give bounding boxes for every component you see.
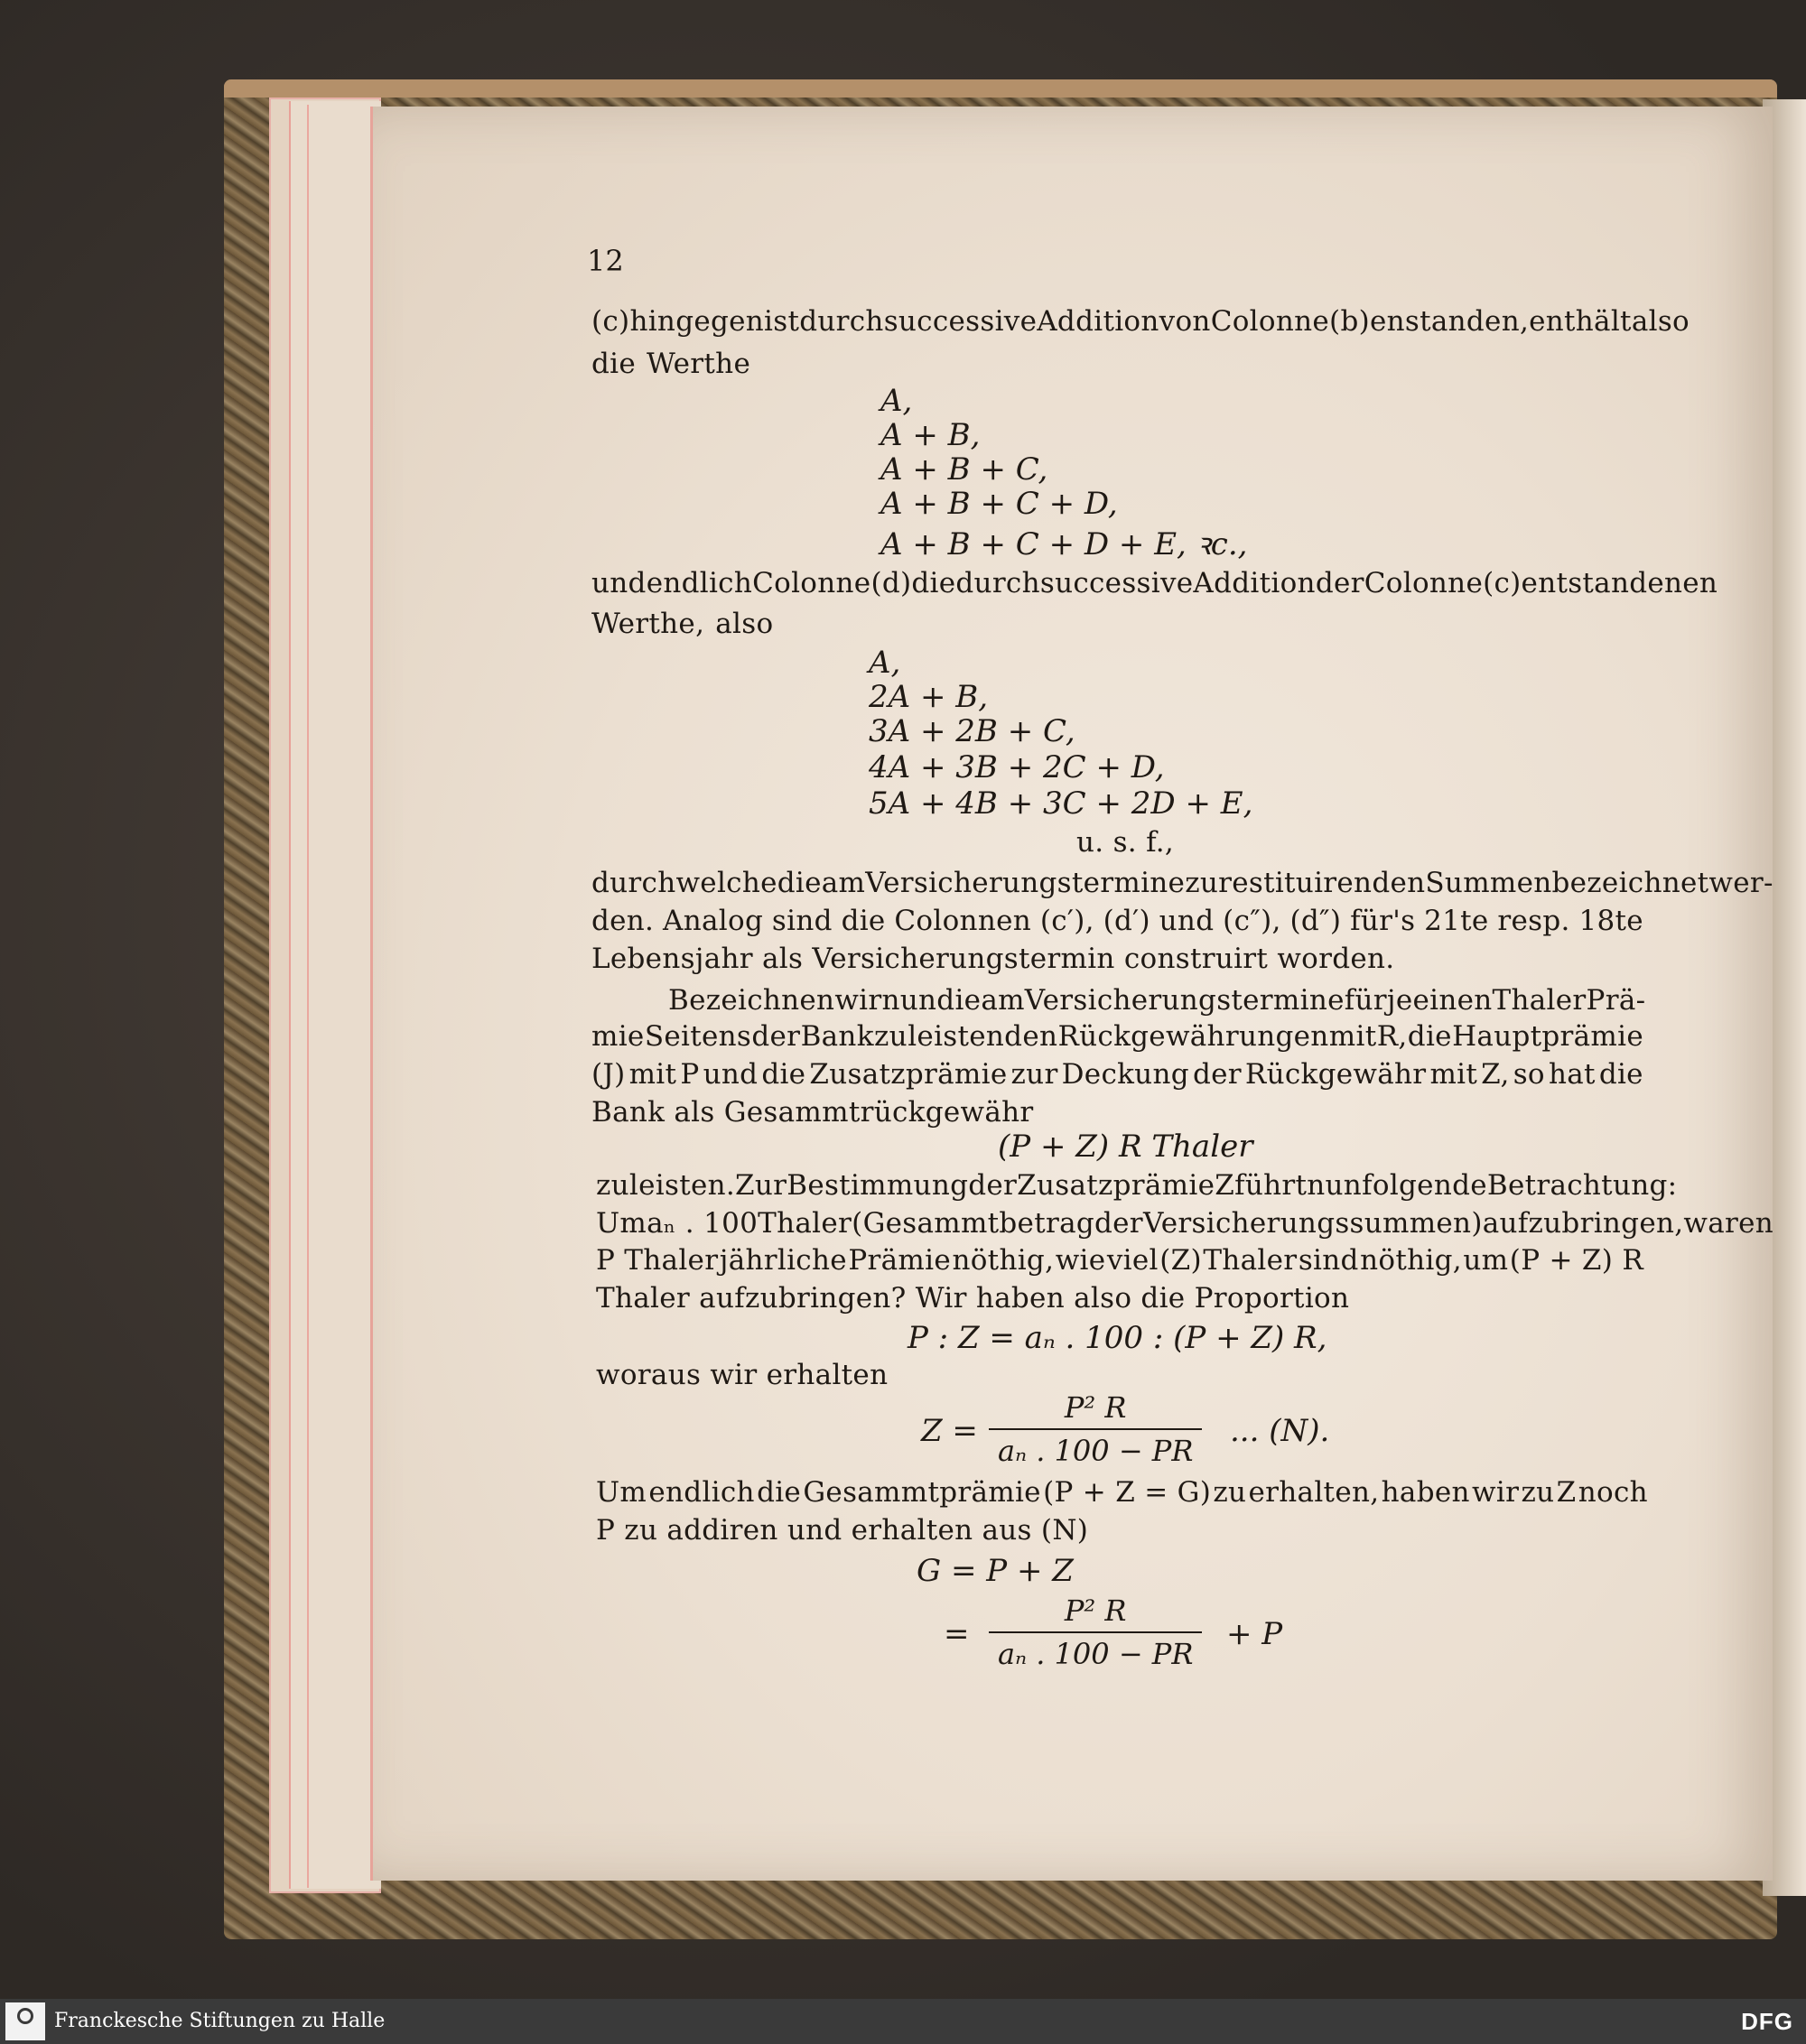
word: die xyxy=(936,984,982,1017)
word: Colonnen xyxy=(894,905,1031,937)
word: einen xyxy=(1412,984,1493,1017)
word: die xyxy=(777,867,822,899)
word: mit xyxy=(628,1058,677,1091)
formula-line: A + B, xyxy=(880,417,981,453)
word: die xyxy=(591,348,637,380)
word: die xyxy=(1407,1020,1452,1053)
text-line xyxy=(591,1058,1643,1091)
word: Z xyxy=(1556,1476,1577,1509)
word: (d) xyxy=(870,567,912,599)
word: der xyxy=(1094,1207,1143,1240)
word: der xyxy=(751,1020,801,1053)
word: haben xyxy=(1381,1476,1470,1509)
formula-line: A + B + C + D + E, ꝛc., xyxy=(880,526,1248,562)
word: Rückgewähr xyxy=(1244,1058,1427,1091)
text-line xyxy=(591,305,1690,338)
word: enthält xyxy=(1529,305,1632,338)
formula-line: A, xyxy=(880,383,913,419)
text-line xyxy=(596,1476,1648,1509)
word: 18te xyxy=(1578,905,1643,937)
word: Werthe, xyxy=(591,608,705,640)
page-number: 12 xyxy=(587,244,624,278)
word: Addition xyxy=(1037,305,1159,338)
formula-line: A + B + C + D, xyxy=(880,486,1118,522)
word: sind xyxy=(1298,1244,1359,1277)
text-line xyxy=(591,943,1394,975)
word: für xyxy=(1344,984,1387,1017)
text-line xyxy=(596,1169,1678,1202)
word: Bestimmung xyxy=(787,1169,969,1202)
word: aufzubringen, xyxy=(1482,1207,1684,1240)
word: P Thaler xyxy=(596,1244,719,1277)
word: von xyxy=(1159,305,1211,338)
word: waren xyxy=(1683,1207,1774,1240)
word: die xyxy=(911,567,956,599)
word: (Z) xyxy=(1159,1244,1202,1277)
word: Bank xyxy=(800,1020,874,1053)
word: (b) xyxy=(1329,305,1370,338)
text-line xyxy=(591,867,1773,899)
word: zur xyxy=(1010,1058,1058,1091)
word: durch xyxy=(799,305,884,338)
text-line xyxy=(596,1282,1349,1315)
word: Werthe xyxy=(647,348,751,380)
word: zu xyxy=(1213,1476,1247,1509)
dfg-logo[interactable]: DFG xyxy=(1741,2008,1793,2035)
word: der xyxy=(1192,1058,1242,1091)
word: (c) xyxy=(591,305,630,338)
word: der xyxy=(1315,567,1364,599)
word: Addition xyxy=(1193,567,1316,599)
word: Hauptprämie xyxy=(1452,1020,1643,1053)
word: enstanden, xyxy=(1369,305,1530,338)
word: die xyxy=(1598,1058,1643,1091)
formula-line: 3A + 2B + C, xyxy=(869,713,1075,749)
text-line xyxy=(591,1096,1034,1129)
word: folgende xyxy=(1362,1169,1487,1202)
word: endlich xyxy=(646,567,753,599)
word: Seitens xyxy=(644,1020,752,1053)
word: welche xyxy=(675,867,777,899)
word: um xyxy=(1463,1244,1509,1277)
word: bezeichnet xyxy=(1551,867,1709,899)
word: Z, xyxy=(1481,1058,1510,1091)
word: Prämie xyxy=(848,1244,951,1277)
text-line xyxy=(596,1244,1643,1277)
viewer-footer xyxy=(0,1999,1806,2044)
fraction-numerator: P² R xyxy=(1064,1390,1127,1425)
text-line xyxy=(596,1207,1774,1240)
formula-g2-lhs: = xyxy=(944,1616,970,1652)
word: mit xyxy=(1429,1058,1478,1091)
word: Betrachtung: xyxy=(1486,1169,1678,1202)
formula-z-lhs: Z = xyxy=(921,1413,978,1449)
logo-mark-icon xyxy=(17,2008,33,2024)
text-line xyxy=(591,905,1643,937)
word: successive xyxy=(1039,567,1194,599)
word: zu xyxy=(596,1169,629,1202)
word: successive xyxy=(883,305,1038,338)
word: nun xyxy=(1307,1169,1363,1202)
word: Colonne xyxy=(1210,305,1330,338)
word: für's xyxy=(1350,905,1416,937)
word: Zur xyxy=(735,1169,787,1202)
institution-logo[interactable] xyxy=(5,2002,45,2040)
word: Thaler aufzubringen? Wir haben also die Proportion xyxy=(596,1282,1350,1315)
formula-z-tag: ... (N). xyxy=(1230,1413,1330,1449)
word: jährliche xyxy=(719,1244,847,1277)
text-line: u. s. f., xyxy=(1076,826,1175,859)
word: durch xyxy=(591,867,676,899)
word: den. xyxy=(591,905,655,937)
formula-total: (P + Z) R Thaler xyxy=(998,1129,1253,1165)
text-line xyxy=(668,984,1646,1017)
word: Analog xyxy=(663,905,764,937)
institution-name[interactable]: Franckesche Stiftungen zu Halle xyxy=(54,2010,386,2032)
word: Zusatzprämie xyxy=(1017,1169,1215,1202)
text-line xyxy=(591,608,773,640)
text-line xyxy=(591,567,1718,599)
word: Bank als Gesammtrückgewähr xyxy=(591,1096,1034,1129)
word: Z xyxy=(1215,1169,1235,1202)
word: nöthig, xyxy=(952,1244,1055,1277)
word: (P + Z = G) xyxy=(1043,1476,1212,1509)
word: entstandenen xyxy=(1521,567,1718,599)
word: (c″), xyxy=(1223,905,1281,937)
word: Versicherungstermine xyxy=(865,867,1186,899)
word: die xyxy=(841,905,886,937)
word: (d″) xyxy=(1289,905,1342,937)
formula-z-fraction xyxy=(989,1390,1202,1468)
word: die xyxy=(757,1476,802,1509)
text-line: woraus wir erhalten xyxy=(596,1359,889,1391)
word: der xyxy=(968,1169,1018,1202)
word: führt xyxy=(1234,1169,1308,1202)
formula-line: 4A + 3B + 2C + D, xyxy=(869,749,1165,785)
text-line xyxy=(596,1514,1088,1547)
word: und xyxy=(703,1058,759,1091)
word: Versicherungstermine xyxy=(1024,984,1345,1017)
word: Colonne xyxy=(752,567,871,599)
word: (d′) xyxy=(1103,905,1150,937)
word: resp. xyxy=(1497,905,1570,937)
word: Thaler xyxy=(1203,1244,1298,1277)
word: zu xyxy=(1521,1476,1555,1509)
word: so xyxy=(1513,1058,1545,1091)
word: Colonne xyxy=(1364,567,1484,599)
word: mit xyxy=(1328,1020,1377,1053)
formula-proportion: P : Z = aₙ . 100 : (P + Z) R, xyxy=(908,1320,1327,1356)
word: wie xyxy=(1055,1244,1106,1277)
word: wir xyxy=(834,984,882,1017)
formula-line: 5A + 4B + 3C + 2D + E, xyxy=(869,785,1253,822)
word: (J) xyxy=(591,1058,626,1091)
word: (c′), xyxy=(1039,905,1094,937)
word: Prä- xyxy=(1586,984,1646,1017)
word: Um xyxy=(596,1207,647,1240)
word: Gesammtprämie xyxy=(803,1476,1041,1509)
word: nöthig, xyxy=(1360,1244,1462,1277)
fraction-denominator: aₙ . 100 − PR xyxy=(998,1637,1194,1671)
word: je xyxy=(1386,984,1413,1017)
formula-g1: G = P + Z xyxy=(917,1553,1074,1589)
word: also xyxy=(715,608,774,640)
word: (Gesammtbetrag xyxy=(852,1207,1095,1240)
word: (P + Z) R xyxy=(1509,1244,1643,1277)
word: wer- xyxy=(1708,867,1773,899)
book-cover-edge xyxy=(224,79,1777,98)
word: mie xyxy=(591,1020,645,1053)
formula-g2-fraction xyxy=(989,1593,1202,1671)
word: restituirenden xyxy=(1218,867,1426,899)
word: P zu addiren und erhalten aus (N) xyxy=(596,1514,1089,1547)
fraction-denominator: aₙ . 100 − PR xyxy=(998,1434,1194,1468)
word: und xyxy=(1159,905,1215,937)
word: aₙ . 100 xyxy=(647,1207,759,1240)
word: hat xyxy=(1548,1058,1596,1091)
word: Versicherungssummen) xyxy=(1142,1207,1483,1240)
word: Thaler xyxy=(1492,984,1587,1017)
word: P xyxy=(680,1058,700,1091)
word: zu xyxy=(874,1020,908,1053)
word: hingegen xyxy=(629,305,765,338)
word: also xyxy=(1631,305,1690,338)
word: Lebensjahr als Versicherungstermin construirt worden. xyxy=(591,943,1395,975)
word: viel xyxy=(1106,1244,1159,1277)
fraction-numerator: P² R xyxy=(1064,1593,1127,1628)
word: Bezeichnen xyxy=(668,984,835,1017)
word: wir xyxy=(1472,1476,1520,1509)
formula-line: 2A + B, xyxy=(869,679,989,715)
word: sind xyxy=(771,905,833,937)
word: am xyxy=(821,867,866,899)
word: durch xyxy=(955,567,1040,599)
word: nun xyxy=(881,984,937,1017)
word: die xyxy=(761,1058,806,1091)
word: endlich xyxy=(648,1476,755,1509)
word: leisten. xyxy=(628,1169,736,1202)
word: Thaler xyxy=(758,1207,852,1240)
formula-line: A + B + C, xyxy=(880,451,1048,488)
formula-line: A, xyxy=(869,645,901,681)
word: Zusatzprämie xyxy=(809,1058,1008,1091)
word: 21te xyxy=(1424,905,1489,937)
word: ist xyxy=(764,305,800,338)
word: (c) xyxy=(1483,567,1522,599)
word: R, xyxy=(1376,1020,1408,1053)
word: und xyxy=(591,567,647,599)
text-line xyxy=(591,1020,1643,1053)
word: am xyxy=(981,984,1025,1017)
word: Rückgewährungen xyxy=(1057,1020,1329,1053)
word: zu xyxy=(1185,867,1219,899)
word: Deckung xyxy=(1061,1058,1189,1091)
word: erhalten, xyxy=(1248,1476,1380,1509)
word: noch xyxy=(1578,1476,1648,1509)
formula-g2-tail: + P xyxy=(1226,1616,1283,1652)
word: Um xyxy=(596,1476,647,1509)
word: leistenden xyxy=(908,1020,1058,1053)
word: Summen xyxy=(1425,867,1552,899)
text-line xyxy=(591,348,750,380)
